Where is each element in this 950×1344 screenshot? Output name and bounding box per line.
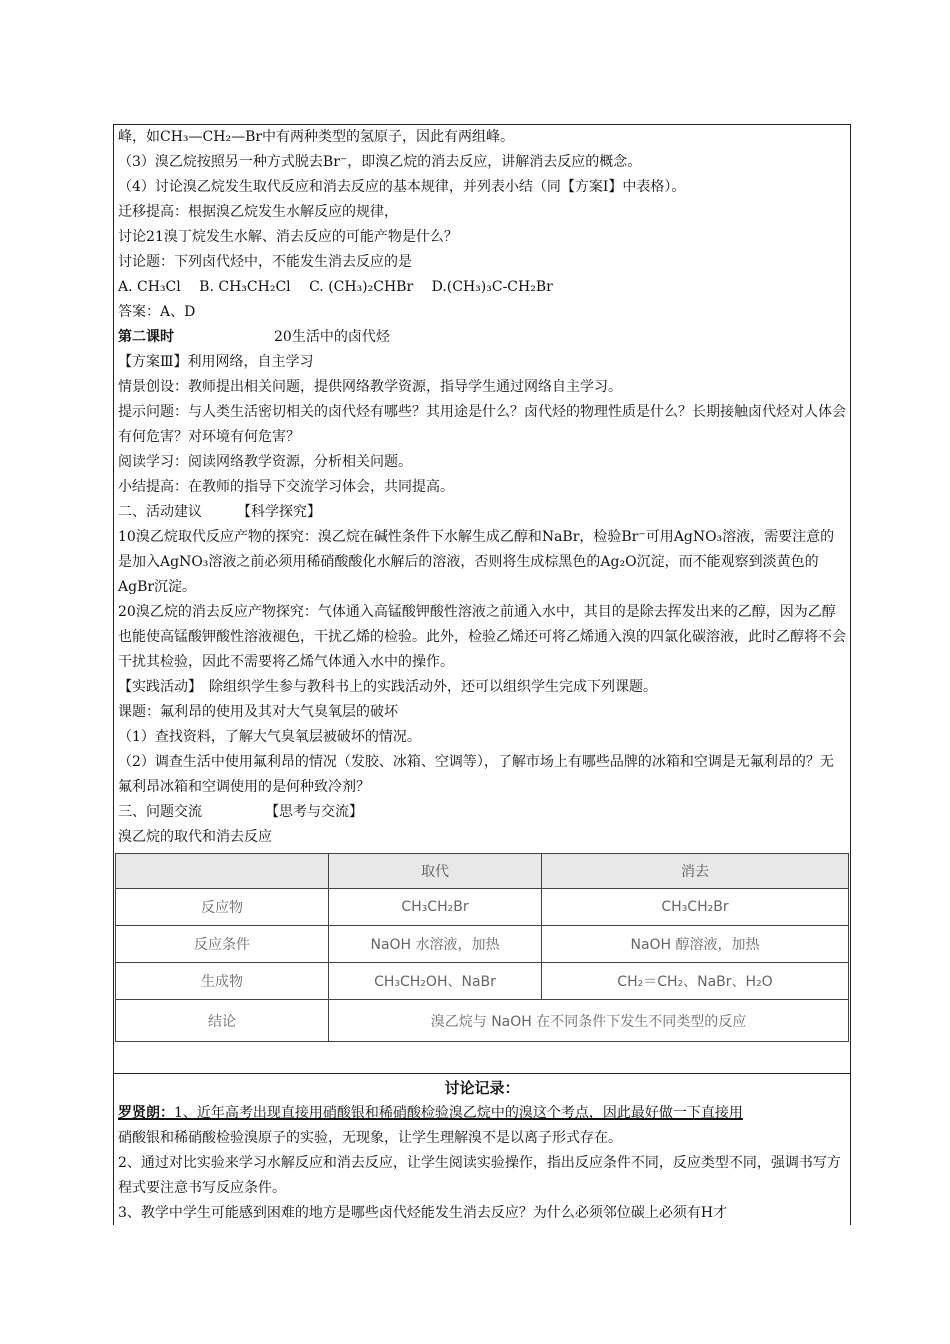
lesson-heading xyxy=(118,325,846,350)
section-heading: 三、问题交流 【思考与交流】 xyxy=(118,804,363,820)
table-row xyxy=(116,926,849,963)
speaker-name: 罗贤朗： xyxy=(118,1105,174,1121)
cell-elimination: CH₂＝CH₂、NaBr、H₂O xyxy=(542,963,849,1000)
text-line: 【方案Ⅲ】利用网络，自主学习 xyxy=(118,354,314,370)
lesson-body xyxy=(118,125,846,850)
discussion-line: 硝酸银和稀硝酸检验溴原子的实验，无现象，让学生理解溴不是以离子形式存在。 xyxy=(118,1130,622,1146)
comparison-table xyxy=(115,853,849,1042)
header-substitution: 取代 xyxy=(329,854,542,889)
comparison-table-wrap xyxy=(114,853,850,1070)
document-page xyxy=(113,124,851,1225)
table-header-row xyxy=(116,854,849,889)
header-elimination: 消去 xyxy=(542,854,849,889)
lesson-title: 20生活中的卤代烃 xyxy=(274,329,390,345)
text-paragraph: 提示问题：与人类生活密切相关的卤代烃有哪些？其用途是什么？卤代烃的物理性质是什么？长期接触卤代烃对人体会有何危害？对环境有何危害？ xyxy=(118,404,846,445)
cell-elimination: CH₃CH₂Br xyxy=(542,889,849,926)
cell-conclusion: 溴乙烷与 NaOH 在不同条件下发生不同类型的反应 xyxy=(329,1000,849,1042)
cell-elimination: NaOH 醇溶液，加热 xyxy=(542,926,849,963)
discussion-text: 1、近年高考出现直接用硝酸银和稀硝酸检验溴乙烷中的溴这个考点，因此最好做一下直接用 xyxy=(174,1105,743,1121)
text-line: （3）溴乙烷按照另一种方式脱去Br⁻，即溴乙烷的消去反应，讲解消去反应的概念。 xyxy=(118,154,642,170)
text-line: 讨论21溴丁烷发生水解、消去反应的可能产物是什么？ xyxy=(118,229,458,245)
cell-substitution: CH₃CH₂OH、NaBr xyxy=(329,963,542,1000)
text-line: （1）查找资料，了解大气臭氧层被破坏的情况。 xyxy=(118,729,421,745)
text-paragraph: 20溴乙烷的消去反应产物探究：气体通入高锰酸钾酸性溶液之前通入水中，其目的是除去挥发出来的乙醇，因为乙醇也能使高锰酸钾酸性溶液褪色，干扰乙烯的检验。此外，检验乙烯还可将乙烯通入溴的四氯化碳溶液，此时乙醇将不会干扰其检验，因此不需要将乙烯气体通入水中的操作。 xyxy=(118,604,846,670)
table-row xyxy=(116,889,849,926)
row-label: 生成物 xyxy=(116,963,329,1000)
lesson-number: 第二课时 xyxy=(118,329,174,345)
row-label: 反应物 xyxy=(116,889,329,926)
text-line: 迁移提高：根据溴乙烷发生水解反应的规律， xyxy=(118,204,398,220)
cell-substitution: CH₃CH₂Br xyxy=(329,889,542,926)
row-label: 结论 xyxy=(116,1000,329,1042)
row-label: 反应条件 xyxy=(116,926,329,963)
options-line: A. CH₃Cl B. CH₃CH₂Cl C. (CH₃)₂CHBr D.(CH₃)₃C-CH₂Br xyxy=(118,279,553,295)
header-empty-cell xyxy=(116,854,329,889)
text-line: 峰，如CH₃—CH₂—Br中有两种类型的氢原子，因此有两组峰。 xyxy=(118,129,515,145)
text-paragraph: （2）调查生活中使用氟利昂的情况（发胶、冰箱、空调等），了解市场上有哪些品牌的冰箱和空调是无氟利昂的？无氟利昂冰箱和空调使用的是何种致冷剂？ xyxy=(118,754,834,795)
table-row xyxy=(116,1000,849,1042)
text-line: 讨论题：下列卤代烃中，不能发生消去反应的是 xyxy=(118,254,412,270)
text-line: 课题：氟利昂的使用及其对大气臭氧层的破坏 xyxy=(118,704,398,720)
text-paragraph: 10溴乙烷取代反应产物的探究：溴乙烷在碱性条件下水解生成乙醇和NaBr，检验Br⁻可用AgNO₃溶液，需要注意的是加入AgNO₃溶液之前必须用稀硝酸酸化水解后的溶液，否则将生成棕黑色的Ag₂O沉淀，而不能观察到淡黄色的AgBr沉淀。 xyxy=(118,529,835,595)
table-caption: 溴乙烷的取代和消去反应 xyxy=(118,829,272,845)
discussion-record xyxy=(114,1073,850,1226)
discussion-title: 讨论记录： xyxy=(444,1079,520,1097)
cell-substitution: NaOH 水溶液，加热 xyxy=(329,926,542,963)
answer-line: 答案：A、D xyxy=(118,304,196,320)
section-heading: 二、活动建议 【科学探究】 xyxy=(118,504,321,520)
table-row xyxy=(116,963,849,1000)
discussion-line xyxy=(118,1101,846,1126)
discussion-line: 3、教学中学生可能感到困难的地方是哪些卤代烃能发生消去反应？为什么必须邻位碳上必须有H才 xyxy=(118,1205,728,1221)
text-line: 【实践活动】 除组织学生参与教科书上的实践活动外，还可以组织学生完成下列课题。 xyxy=(118,679,657,695)
text-line: （4）讨论溴乙烷发生取代反应和消去反应的基本规律，并列表小结（同【方案Ⅰ】中表格）。 xyxy=(118,179,686,195)
discussion-line: 2、通过对比实验来学习水解反应和消去反应，让学生阅读实验操作，指出反应条件不同，反应类型不同，强调书写方程式要注意书写反应条件。 xyxy=(118,1155,841,1196)
discussion-body xyxy=(114,1101,846,1226)
text-line: 小结提高：在教师的指导下交流学习体会，共同提高。 xyxy=(118,479,454,495)
text-line: 情景创设：教师提出相关问题，提供网络教学资源，指导学生通过网络自主学习。 xyxy=(118,379,622,395)
text-line: 阅读学习：阅读网络教学资源，分析相关问题。 xyxy=(118,454,412,470)
